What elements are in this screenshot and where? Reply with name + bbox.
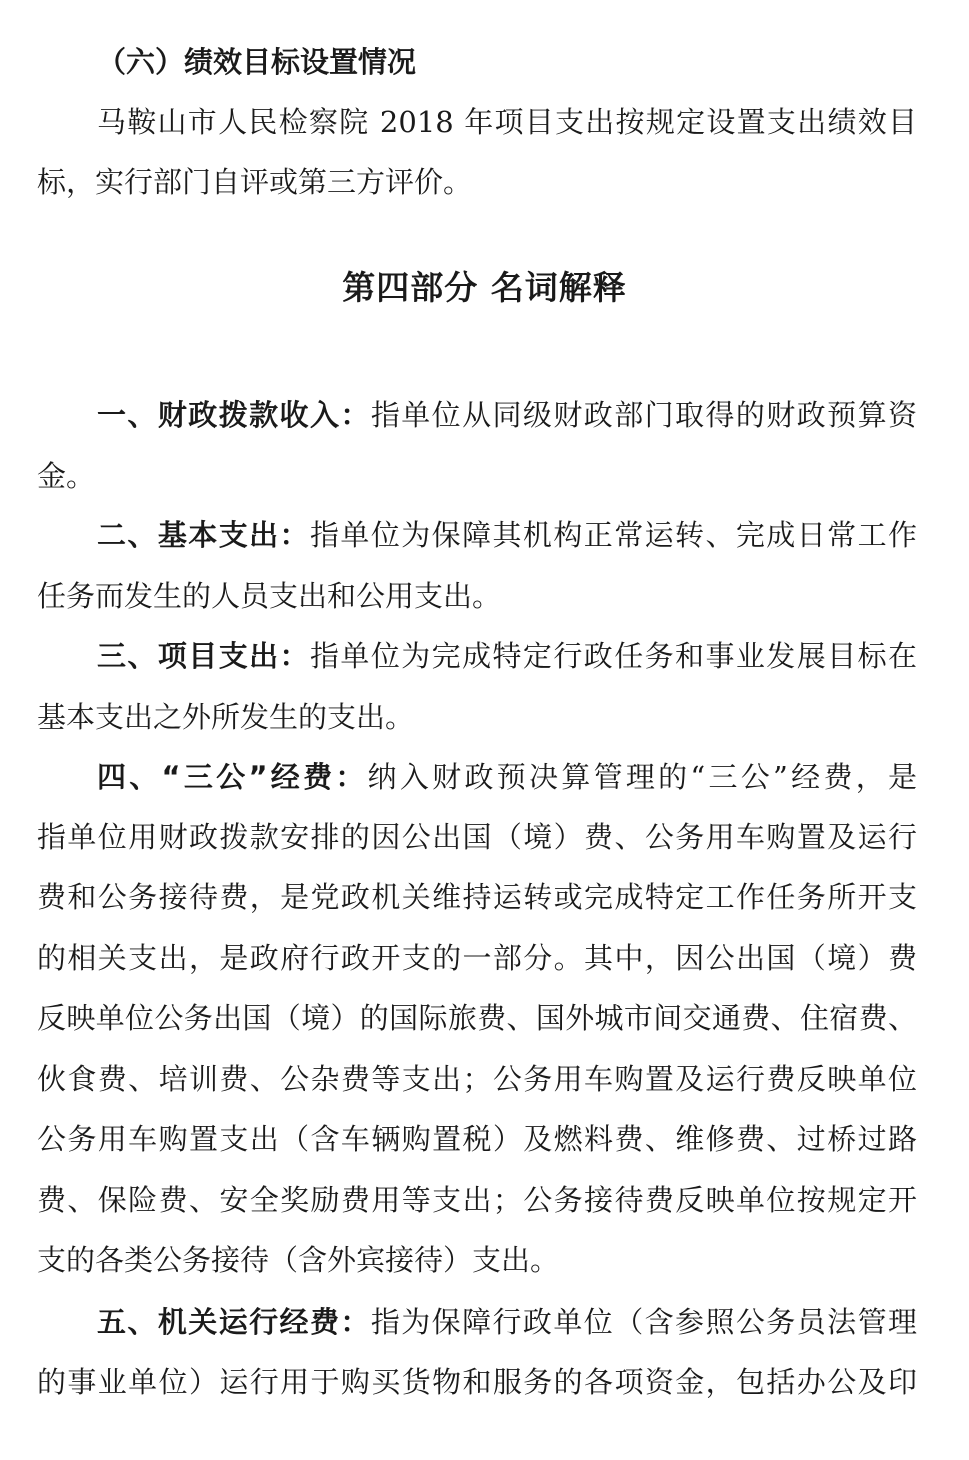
- definition-text: 纳入财政预决算管理的“三公”经费，是: [367, 760, 917, 794]
- paragraph-line: 费、保险费、安全奖励费用等支出；公务接待费反映单位按规定开: [37, 1183, 917, 1217]
- definition-text: 指单位为完成特定行政任务和事业发展目标在: [309, 639, 917, 673]
- paragraph-line: 伙食费、培训费、公杂费等支出；公务用车购置及运行费反映单位: [37, 1062, 917, 1096]
- paragraph-line: 指单位用财政拨款安排的因公出国（境）费、公务用车购置及运行: [37, 820, 917, 854]
- paragraph-line: 的相关支出，是政府行政开支的一部分。其中，因公出国（境）费: [37, 941, 917, 975]
- definition-term: 一、财政拨款收入：: [97, 398, 371, 432]
- paragraph-line: 基本支出之外所发生的支出。: [37, 700, 415, 734]
- definition-term: 三、项目支出：: [97, 639, 310, 673]
- definition-term: 四、“三公”经费：: [97, 760, 368, 794]
- definition-first-line: [97, 757, 917, 797]
- definition-first-line: [97, 1302, 917, 1342]
- definition-first-line: [97, 515, 917, 555]
- paragraph-line: 反映单位公务出国（境）的国际旅费、国外城市间交通费、住宿费、: [37, 1001, 917, 1035]
- paragraph-line: 金。: [37, 459, 96, 493]
- definition-text: 指单位从同级财政部门取得的财政预算资: [370, 398, 917, 432]
- part-title: 第四部分 名词解释: [342, 268, 627, 307]
- definition-text: 指为保障行政单位（含参照公务员法管理: [370, 1305, 917, 1339]
- paragraph-line: 马鞍山市人民检察院 2018 年项目支出按规定设置支出绩效目: [97, 105, 917, 139]
- paragraph-line: 标，实行部门自评或第三方评价。: [37, 165, 473, 199]
- definition-term: 五、机关运行经费：: [97, 1305, 371, 1339]
- definition-term: 二、基本支出：: [97, 518, 310, 552]
- paragraph-line: 支的各类公务接待（含外宾接待）支出。: [37, 1243, 560, 1277]
- paragraph-line: 任务而发生的人员支出和公用支出。: [37, 579, 502, 613]
- paragraph-line: 费和公务接待费，是党政机关维持运转或完成特定工作任务所开支: [37, 880, 917, 914]
- section-heading: （六）绩效目标设置情况: [97, 45, 417, 79]
- paragraph-line: 公务用车购置支出（含车辆购置税）及燃料费、维修费、过桥过路: [37, 1122, 917, 1156]
- paragraph-line: 的事业单位）运行用于购买货物和服务的各项资金，包括办公及印: [37, 1365, 917, 1399]
- definition-first-line: [97, 636, 917, 676]
- definition-text: 指单位为保障其机构正常运转、完成日常工作: [309, 518, 917, 552]
- definition-first-line: [97, 395, 917, 435]
